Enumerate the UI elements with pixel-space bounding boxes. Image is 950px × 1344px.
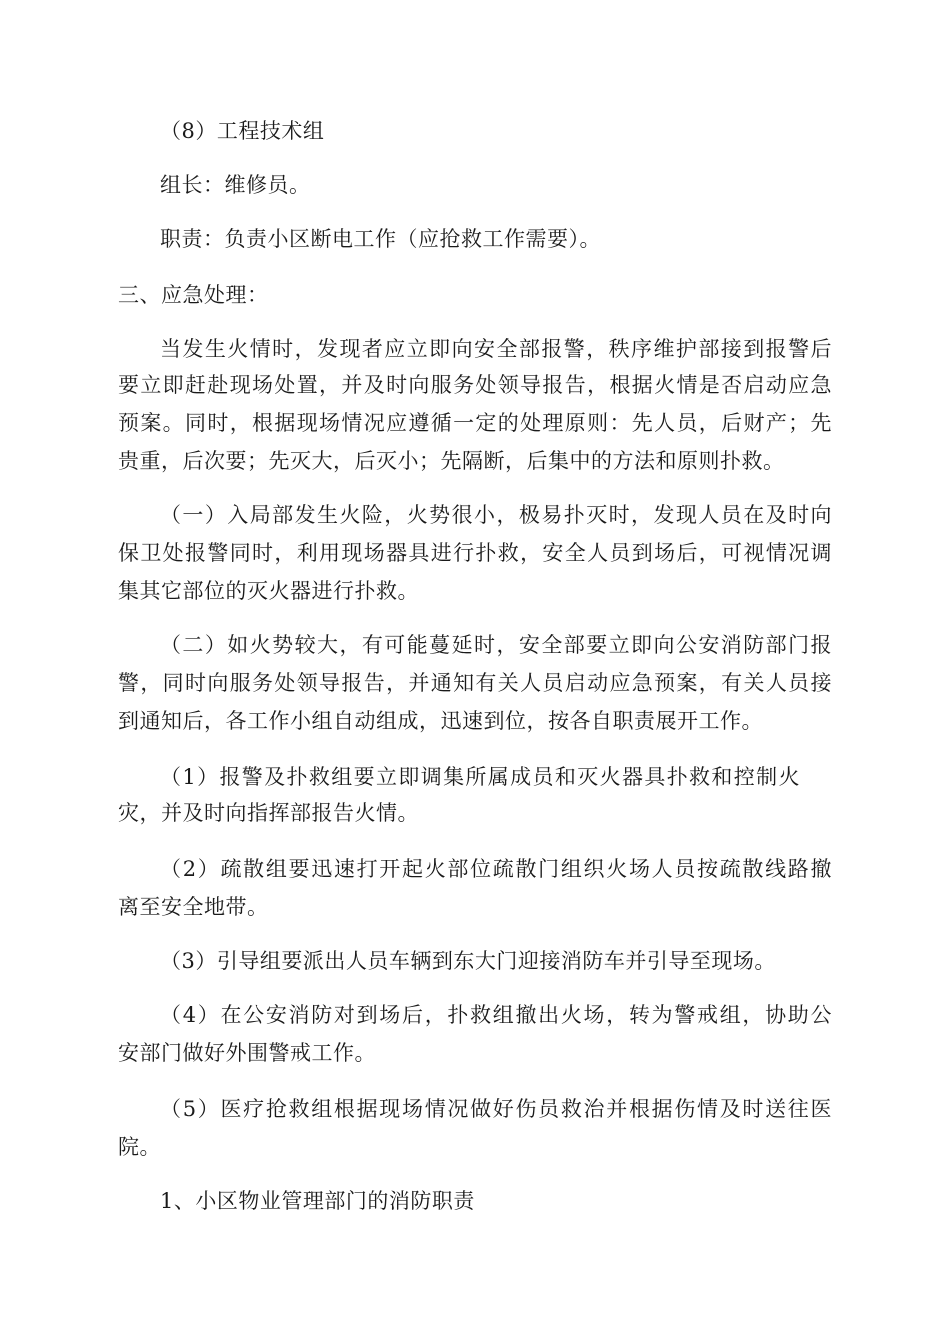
- paragraph-line: 安部门做好外围警戒工作。: [118, 1041, 376, 1065]
- section-heading-emergency-handling: 三、应急处理：: [118, 283, 269, 307]
- paragraph-line: 预案。同时，根据现场情况应遵循一定的处理原则：先人员，后财产；先: [118, 411, 832, 435]
- paragraph-line: 要立即赶赴现场处置，并及时向服务处领导报告，根据火情是否启动应急: [118, 373, 832, 397]
- paragraph-line: （2）疏散组要迅速打开起火部位疏散门组织火场人员按疏散线路撤: [160, 857, 832, 881]
- paragraph-line: （3）引导组要派出人员车辆到东大门迎接消防车并引导至现场。: [160, 949, 776, 973]
- paragraph-line: 贵重，后次要；先灭大，后灭小；先隔断，后集中的方法和原则扑救。: [118, 449, 785, 473]
- section-heading-engineering-group: （8）工程技术组: [160, 119, 325, 143]
- duty-line: 职责：负责小区断电工作（应抢救工作需要）。: [160, 227, 601, 251]
- section-heading-property-fire-duties: 1、小区物业管理部门的消防职责: [160, 1189, 475, 1213]
- paragraph-line: 院。: [118, 1135, 161, 1159]
- paragraph-line: 保卫处报警同时，利用现场器具进行扑救，安全人员到场后，可视情况调: [118, 541, 832, 565]
- paragraph-line: （4）在公安消防对到场后，扑救组撤出火场，转为警戒组，协助公: [160, 1003, 832, 1027]
- paragraph-line: 警，同时向服务处领导报告，并通知有关人员启动应急预案，有关人员接: [118, 671, 832, 695]
- paragraph-line: （1）报警及扑救组要立即调集所属成员和灭火器具扑救和控制火: [160, 765, 800, 789]
- paragraph-line: 当发生火情时，发现者应立即向安全部报警，秩序维护部接到报警后: [160, 337, 832, 361]
- paragraph-line: 离至安全地带。: [118, 895, 269, 919]
- paragraph-line: （5）医疗抢救组根据现场情况做好伤员救治并根据伤情及时送往医: [160, 1097, 832, 1121]
- paragraph-line: 集其它部位的灭火器进行扑救。: [118, 579, 419, 603]
- paragraph-line: （一）入局部发生火险，火势很小，极易扑灭时，发现人员在及时向: [160, 503, 832, 527]
- group-leader-line: 组长：维修员。: [160, 173, 311, 197]
- paragraph-line: 到通知后，各工作小组自动组成，迅速到位，按各自职责展开工作。: [118, 709, 763, 733]
- paragraph-line: （二）如火势较大，有可能蔓延时，安全部要立即向公安消防部门报: [160, 633, 832, 657]
- paragraph-line: 灾，并及时向指挥部报告火情。: [118, 801, 419, 825]
